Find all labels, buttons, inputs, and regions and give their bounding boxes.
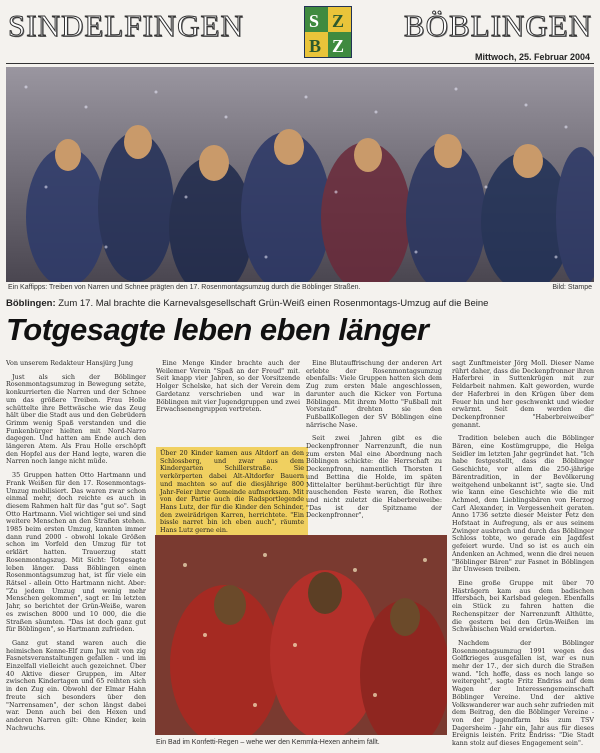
masthead-right: BÖBLINGEN [403,8,592,43]
article-column-1 [6,360,146,750]
paragraph: Seit zwei Jahren gibt es die Deckenpfronner Narrenzunft, die nun zum ersten Mal eine Abordnung nach Böblingen schickte: die Herrschaft zu Deckenpfronn, namentlich Thorsten I und Bettina die Holde, im späten Mittelalter berühmt-berüchtigt für ihre rauschenden Feste waren, die Rothex und nicht zuletzt die Haberbreiweibe: "Das ist der Spitzname der Deckenpfronner", [306,434,442,520]
issue-date: Mittwoch, 25. Februar 2004 [474,52,590,62]
paragraph: Tradition beleben auch die Böblinger Bären, eine Kostümgruppe, die Helga Seidler im letzten Jahr gegründet hat. "Ich habe festgestellt, dass die Böblinger Geschichte, vor allem die 250-jährige Bärentradition, in der Bevölkerung weitgehend unbekannt ist", sagte sie. Und wie kann eine Geschichte wie die mit Achmed, dem Lieblingsbären von Herzog Carl Alexander, in Vergessenheit geraten. Anno 1736 setzte dieser Meister Petz den Hofstaat in Aufregung, als er aus seinem Zwinger ausbrach und durch das Böblinger Schloss tobte, wo gerade ein Jagdfest gefeiert wurde. Und so ist es auch ein Andenken an Achmed, wenn die drei neuen "Böblinger Bären" zur Fasnet in Böblingen ihr Unwesen treiben. [452,434,594,574]
paragraph: Eine Menge Kinder brachte auch der Weilemer Verein "Spaß an der Freud" mit. Seit knapp vier Jahren, so der Vorsitzende Holger Schelske, hat sich der Verein dem Gardetanz verschrieben und war in Böblingen mit vier Jugendgruppen und zwei Erwachsenengruppen vertreten. [156,360,300,414]
photo-caption-2: Ein Bad im Konfetti-Regen – wehe wer den Kemmla-Hexen anheim fällt. [156,739,380,746]
paragraph: Eine Blutauffrischung der anderen Art erlebte der Rosenmontagsumzug ebenfalls: Viele Gruppen hatten sich dem Zug zum ersten Male angeschlossen, darunter auch die Kicker von Fortuna Böblingen. Mit ihrem Motto "Fußball mit Vorstand" drehten sie den FußballKollegen der SV Böblingen eine närrische Nase. [306,360,442,429]
byline: Von unserem Redakteur Hansjürg Jung [6,360,134,367]
photo-caption: Ein Kaffipps: Treiben von Narren und Schnee prägten den 17. Rosenmontagsumzug durch die Böblinger Straßen. [8,284,361,291]
article-column-3 [306,360,442,532]
carnival-photo [6,67,594,282]
svg-text:Z: Z [332,11,345,31]
paragraph: Just als sich der Böblinger Rosenmontagsumzug in Bewegung setzte, konkurrierten die Narren und der Schnee um das größere Treiben. Frau Holle schüttelte ihre Bettwäsche wie das Zeug hält über die Stadt aus und den Gebrüdern Grimm wenig Spaß verstanden und die Funkenbürger hielten mit Nord-Narro dagegen. Und hatten am Ende auch den längeren Atem. Als Frau Holle erschöpft den Hopfel aus der Hand legte, waren die Narren noch lange nicht müde. [6,372,146,466]
masthead [6,6,594,62]
photo-credit: Bild: Stampe [552,284,592,291]
highlight-box: Über 20 Kinder kamen aus Altdorf an den Schlossberg, und zwar aus dem Kindergarten Schillerstraße. Sie verkörperten dabei Alt-Altdorfer Bauern und machten so auf die diesjährige 800 Jahr-Feier ihrer Gemeinde aufmerksam. Mit von der Partie auch die Radsportlegende Hans Lutz, der für die Kinder den Schinder, den zweirädrigen Karren, herrichtete. "Ein bissle narret bin ich eben auch", räumte Hans Lutz gerne ein. [156,447,308,538]
lead-place: Böblingen: [6,298,56,309]
svg-text:B: B [309,36,322,56]
article-column-4 [452,360,594,750]
masthead-rule [6,63,594,64]
lead-text: Zum 17. Mal brachte die Karnevalsgesellschaft Grün-Weiß einen Rosenmontags-Umzug auf die Beine [58,298,489,309]
paragraph: Nachdem der Böblinger Rosenmontagsumzug 1991 wegen des Golfkrieges ausgefallen ist, war es nun mehr der 17., der sich durch die Straßen wand. "Ich hoffe, dass es noch lange so weitergeht", sagte Fritz Endriss auf dem Wagen der Interessengemeinschaft Böblinger Vereine. Und der aktive Volkswanderer war auch sehr zufrieden mit dem Beitrag, den die Böblinger Vereine - von der Jugendfarm bis zum TSV Dagersheim - Jahr ein, Jahr aus für dieses Ereignis leisten. Fritz Endriss: "Die Stadt kann stolz auf dieses Engagement sein". [452,638,594,748]
paragraph: 35 Gruppen hatten Otto Hartmann und Frank Weißen für den 17. Rosenmontags-Umzug mobilisiert. Das waren zwar schon einmal mehr, doch reichte es auch in diesem Rahmen halt für das "gut so". Sagt Otto Hartmann. Viel wichtiger sei und sind weitere Menschen an den Straßen stehen. 1985 beim ersten Umzug, kannten immer dann rund 2000 - obwohl lokale Größen schon im Vorfeld den Umzug für tot erklärt hatten. Trauerzug statt Rosenmontagszug. Mit Sicht: Totgesagte leben länger. Dass Böblingen einen Rosenmontagsumzug hat, ist für viele ein Rätsel - allein Otto Hartmann nicht. Aber: "Zu jedem Umzug und wenig mehr Menschen gekommen", sagt er. Im letzten Jahr, so berichtet der Grün-Weiße, waren es zwischen 8000 und 10 000, die die Straßen säumten. "Das ist doch ganz gut für Böblingen", so Hartmann zufrieden. [6,471,146,634]
article-column-2 [156,360,300,444]
confetti-photo [155,535,447,735]
masthead-left: SINDELFINGEN [8,8,244,43]
paragraph: Eine große Gruppe mit über 70 Hästrägern kam aus dem badischen Iffersbach, bei Karlsbad gelegen. Ebenfalls ein Stück zu fahren hatten die Rechenspitzer der Narrenzunft Althütte, die gestern bei den Grün-Weißen im Schwäbischen Wald erwiderten. [452,578,594,634]
paragraph: sagt Zunftmeister Jörg Moll. Dieser Name rührt daher, dass die Deckenpfronner ihren Haferbrei in Suttenkrügen mit zur Feldarbeit nahmen. Kalt geworden, wurde der Haferbrei in den Krügen über dem Feuer hin und her geschwenkt und wieder erwärmt. Seit dem werden die Deckenpfronner "Haberbreiweiber" genannt. [452,360,594,429]
paragraph: Ganz gut stand waren auch die heimischen Kenne-Elf zum Jux mit von zig Fasnetsveranstaltungen gefallen - und im Einzelfall vielleicht auch gezeichnet. Über 40 Aktive dieser Gruppen, im Alter zwischen Kindertagen und 65 reihten sich in den Zug ein. Obwohl der Elmar Hahn freute sich besonders über den "Narrensamen", der schon längst dabei war. Denn auch bei den Hexen und anderen Narren gilt: Ohne Kinder, kein Nachwuchs. [6,638,146,732]
newspaper-logo [304,6,352,58]
svg-text:S: S [309,11,320,31]
article-lead [6,298,488,309]
article-headline: Totgesagte leben eben länger [6,312,429,347]
svg-text:Z: Z [332,36,345,56]
